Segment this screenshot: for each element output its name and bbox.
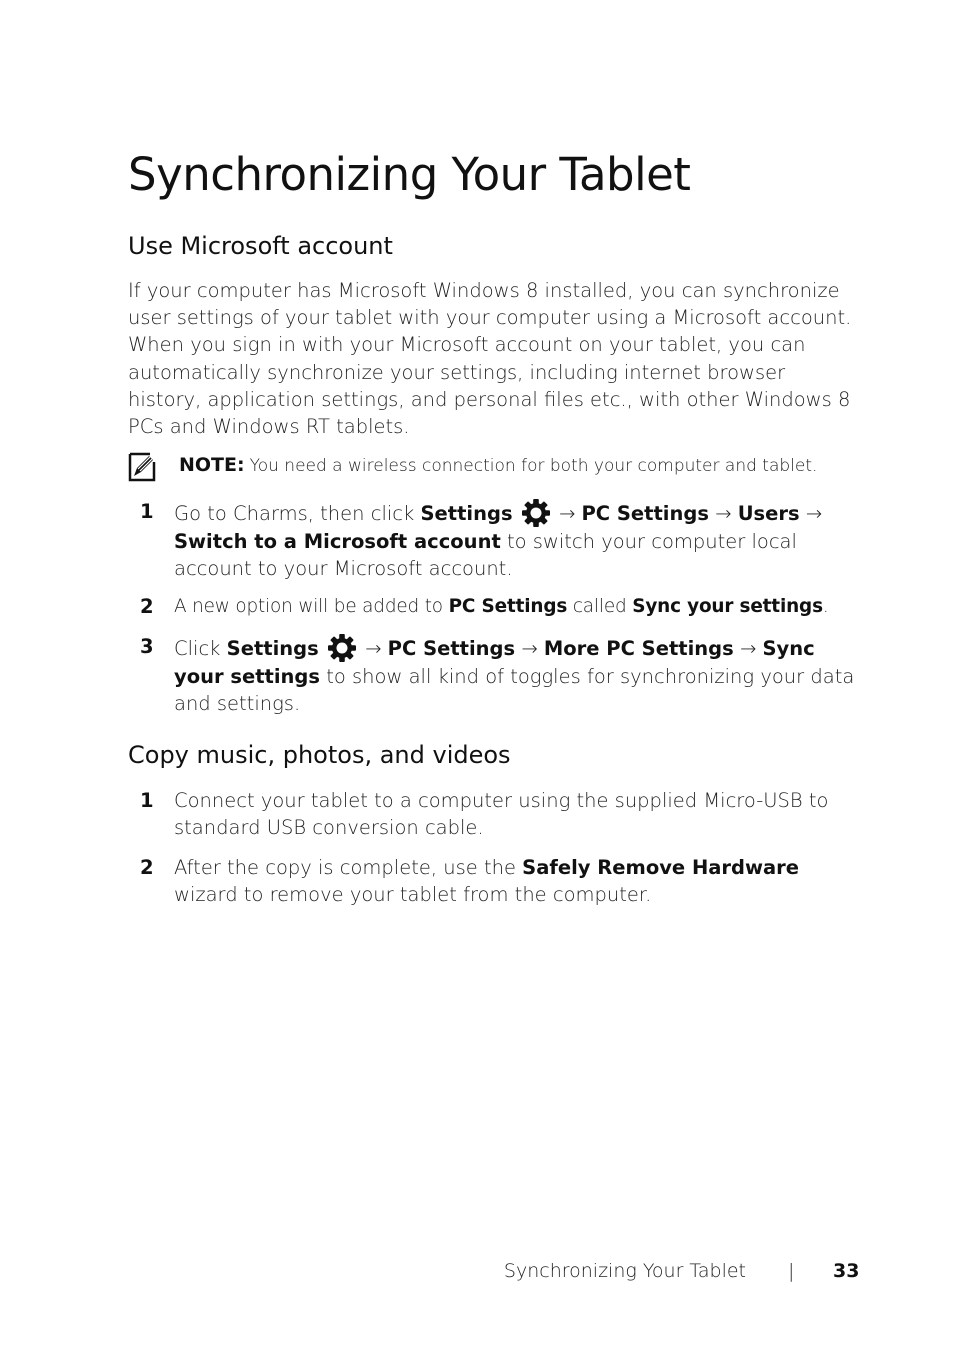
note	[128, 452, 868, 486]
step-number: 3	[140, 635, 154, 658]
note-text	[179, 454, 817, 476]
gear-icon	[327, 633, 357, 663]
step-number: 2	[140, 856, 154, 879]
step-text: Go to Charms, then click Settings → PC Settings → Users → Switch to a Microsoft account to switch your computer local account to your Microsoft account.	[174, 498, 864, 582]
step-text: A new option will be added to PC Settings called Sync your settings.	[174, 596, 829, 617]
step-text: After the copy is complete, use the Safely Remove Hardware wizard to remove your tablet from the computer.	[174, 856, 800, 907]
step-number: 1	[140, 500, 154, 523]
page-number: 33	[833, 1260, 860, 1282]
step-text: Click Settings → PC Settings → More PC Settings → Sync your settings to show all kind of toggles for synchronizing your data and settings.	[174, 633, 864, 717]
gear-icon	[521, 498, 551, 528]
step-number: 2	[140, 595, 154, 618]
settings-label: Settings	[420, 502, 513, 525]
footer-separator: |	[788, 1260, 795, 1282]
section-heading-copy-media: Copy music, photos, and videos	[128, 741, 511, 769]
section-heading-microsoft-account: Use Microsoft account	[128, 232, 393, 260]
intro-paragraph: If your computer has Microsoft Windows 8 installed, you can synchronize user settings of your tablet with your computer using a Microsoft account. When you sign in with your Microsoft account on your tablet, you can automatically synchronize your settings, including internet browser history, application settings, and personal files etc., with other Windows 8 PCs and Windows RT tablets.	[128, 279, 852, 439]
safely-remove-hardware-label: Safely Remove Hardware	[522, 856, 800, 879]
pencil-note-icon	[128, 452, 156, 482]
footer-title: Synchronizing Your Tablet	[503, 1260, 746, 1282]
step-text: Connect your tablet to a computer using the supplied Micro-USB to standard USB conversion cable.	[174, 789, 829, 840]
note-label: NOTE:	[179, 454, 245, 476]
note-body: You need a wireless connection for both your computer and tablet.	[249, 456, 818, 476]
page-footer	[0, 1260, 954, 1290]
step-number: 1	[140, 789, 154, 812]
page-title: Synchronizing Your Tablet	[128, 148, 691, 201]
